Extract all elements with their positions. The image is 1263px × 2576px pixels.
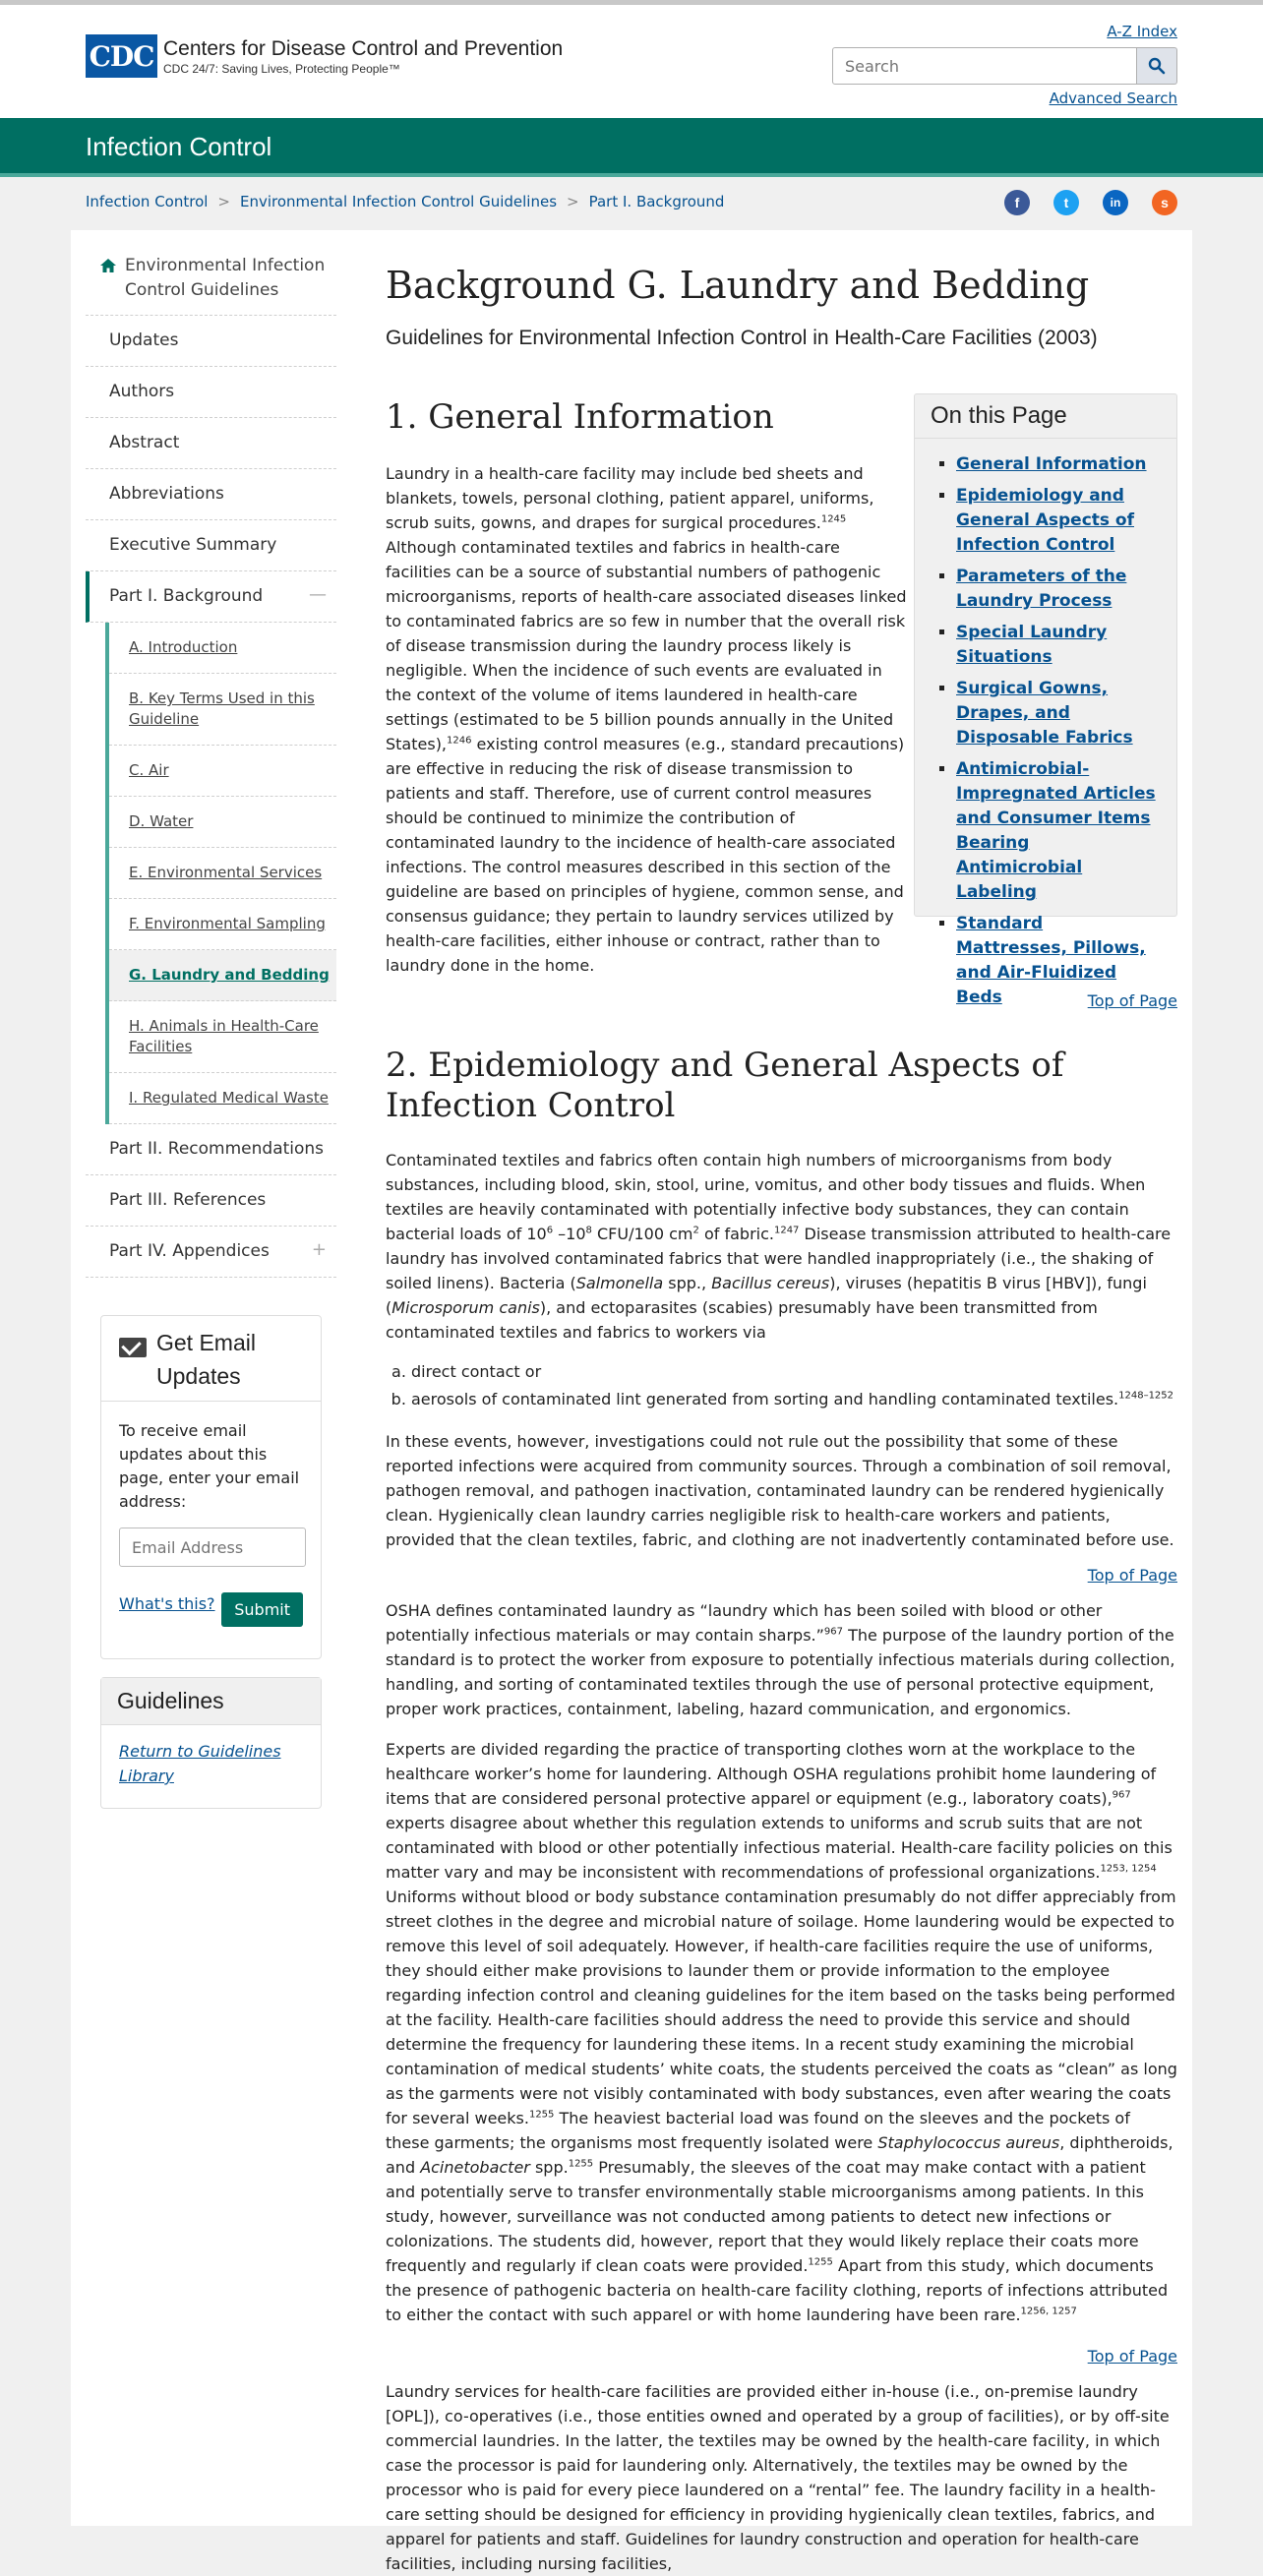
top-of-page-link[interactable]: Top of Page: [1087, 1566, 1177, 1585]
sidebar-subitem[interactable]: H. Animals in Health-Care Facilities: [109, 1001, 336, 1073]
sidebar-item-abbreviations[interactable]: Abbreviations: [86, 469, 336, 520]
twitter-icon[interactable]: t: [1053, 190, 1079, 215]
sidebar-subitem[interactable]: B. Key Terms Used in this Guideline: [109, 674, 336, 746]
section-heading: 2. Epidemiology and General Aspects of Infection Control: [386, 1046, 1064, 1125]
search-icon: [1148, 57, 1166, 75]
envelope-icon: [119, 1338, 147, 1357]
list-item: a. direct contact or: [411, 1358, 1177, 1386]
list-item: [956, 452, 1159, 477]
list-item: b. aerosols of contaminated lint generated from sorting and handling contaminated textiles.$^{1248-1252}$: [411, 1386, 1177, 1413]
sidebar-item-abstract[interactable]: Abstract: [86, 418, 336, 469]
sidebar-subitem[interactable]: E. Environmental Services: [109, 848, 336, 899]
email-card-body: To receive email updates about this page, enter your email address:: [119, 1421, 300, 1511]
sidebar-item-part-iv[interactable]: [86, 1227, 336, 1278]
email-card-title: Get Email Updates: [156, 1330, 256, 1389]
sidebar-item-updates[interactable]: Updates: [86, 316, 336, 367]
list-item: [956, 565, 1159, 614]
section-paragraph: Experts are divided regarding the practice of transporting clothes worn at the workplace to the healthcare worker’s home for laundering. Although OSHA regulations prohibit home laundering of items that are considered personal protective apparel or equipment (e.g., laboratory coats),$^{967}$ experts disagree about whether this regulation extends to uniforms and scrub suits that are not contaminated with blood or other potentially infectious material. Health-care facility policies on this matter vary and may be inconsistent with recommendations of professional organizations.$^{1253, 1254}$ Uniforms without blood or body substance contamination presumably do not differ appreciably from street clothes in the degree and microbial nature of soilage. Home laundering would be expected to remove this level of soil adequately. However, if health-care facilities require the use of uniforms, they should either make provisions to launder them or provide information to the employee regarding infection control and cleaning guidelines for the item based on the tasks being performed at the facility. Health-care facilities should address the need to provide this service and should determine the frequency for laundering these items. In a recent study examining the microbial contamination of medical students’ white coats, the students perceived the coats as “clean” as long as the garments were not visibly contaminated with body substances, even after wearing the coats for several weeks.$^{1255}$ The heaviest bacterial load was found on the sleeves and the pockets of these garments; the organisms most frequently isolated were Staphylococcus aureus, diphtheroids, and Acinetobacter spp.$^{1255}$ Presumably, the sleeves of the coat may make contact with a patient and potentially serve to transfer environmentally stable microorganisms among patients. In this study, however, surveillance was not conducted among patients to detect new infections or colonizations. The students did, however, report that they would likely replace their coats more frequently and regularly if clean coats were provided.$^{1255}$ Apart from this study, which documents the presence of pathogenic bacteria on health-care facility clothing, reports of infections attributed to either the contact with such apparel or with home laundering have been rare.$^{1256, 1257}$: [386, 1740, 1177, 2324]
banner-title[interactable]: Infection Control: [86, 132, 272, 161]
syndicate-icon[interactable]: s: [1152, 190, 1177, 215]
email-field[interactable]: [119, 1528, 306, 1567]
breadcrumb-item[interactable]: Infection Control: [86, 193, 209, 210]
sidebar-item-label: Part I. Background: [109, 586, 264, 606]
search-form: [832, 47, 1177, 85]
section-paragraph: Laundry in a health-care facility may include bed sheets and blankets, towels, personal clothing, patient apparel, uniforms, scrub suits, gowns, and drapes for surgical procedures.$^{1245}$ Although contaminated textiles and fabrics in health-care facilities can be a source of substantial numbers of pathogenic microorganisms, reports of health-care associated diseases linked to contaminated fabrics are so few in number that the overall risk of disease transmission during the laundry process likely is negligible. When the incidence of such events are evaluated in the context of the volume of items laundered in health-care settings (estimated to be 5 billion pounds annually in the United States),$^{1246}$ existing control measures (e.g., standard precautions) are effective in reducing the risk of disease transmission to patients and staff. Therefore, use of current control measures should be continued to minimize the contribution of contaminated laundry to the incidence of health-care associated infections. The control measures described in this section of the guideline are based on principles of hygiene, common sense, and consensus guidance; they pertain to laundry services utilized by health-care facilities, either inhouse or contract, rather than to laundry done in the home.: [386, 464, 907, 975]
on-this-page-link[interactable]: Standard Mattresses, Pillows, and Air-Fluidized Beds: [956, 914, 1146, 1007]
main-content: [386, 256, 1177, 2576]
guidelines-card-title: Guidelines: [101, 1678, 321, 1725]
return-to-library-link[interactable]: Return to Guidelines Library: [119, 1742, 281, 1785]
section-paragraph: In these events, however, investigations could not rule out the possibility that some of these reported infections were acquired from community sources. Through a combination of soil removal, pathogen removal, and pathogen inactivation, contaminated laundry can be rendered hygienically clean. Hygienically clean laundry carries negligible risk to health-care workers and patients, provided that the clean textiles, fabric, and clothing are not inadvertently contaminated before use.: [386, 1432, 1174, 1549]
home-icon: [99, 258, 117, 273]
top-of-page-link[interactable]: Top of Page: [1087, 991, 1177, 1010]
site-banner: [0, 118, 1263, 177]
masthead: [0, 5, 1263, 118]
submit-button[interactable]: Submit: [221, 1592, 303, 1627]
search-input[interactable]: [832, 47, 1137, 85]
sidebar-subnav: [105, 623, 336, 1124]
breadcrumb-separator: >: [567, 193, 579, 210]
on-this-page-title: On this Page: [915, 394, 1176, 439]
breadcrumb-item[interactable]: Environmental Infection Control Guidelines: [240, 193, 558, 210]
facebook-icon[interactable]: f: [1004, 190, 1030, 215]
sidebar-item-executive-summary[interactable]: Executive Summary: [86, 520, 336, 571]
transmission-list: [409, 1358, 1177, 1413]
sidebar-subitem[interactable]: D. Water: [109, 797, 336, 848]
on-this-page-link[interactable]: Special Laundry Situations: [956, 623, 1108, 667]
sidebar-subitem[interactable]: A. Introduction: [109, 623, 336, 674]
sidebar-subitem[interactable]: I. Regulated Medical Waste: [109, 1073, 336, 1124]
expand-icon[interactable]: +: [311, 1239, 327, 1260]
sidebar-item-label: Part IV. Appendices: [109, 1241, 270, 1261]
list-item: [956, 757, 1159, 905]
on-this-page-link[interactable]: Parameters of the Laundry Process: [956, 567, 1127, 611]
section-paragraph: OSHA defines contaminated laundry as “laundry which has been soiled with blood or other potentially infectious materials or may contain sharps.”$^{967}$ The purpose of the laundry portion of the standard is to protect the worker from exposure to potentially infectious materials during collection, handling, and sorting of contaminated textiles through the use of personal protective equipment, proper work practices, containment, labeling, hazard communication, and ergonomics.: [386, 1601, 1175, 1718]
page-title: Background G. Laundry and Bedding: [386, 264, 1090, 307]
az-index-link[interactable]: A-Z Index: [1107, 23, 1177, 40]
linkedin-icon[interactable]: in: [1103, 190, 1128, 215]
section-paragraph: Laundry services for health-care facilities are provided either in-house (i.e., on-premise laundry [OPL]), co-operatives (i.e., those entities owned and operated by a group of facilities), or by off-site commercial laundries. In the latter, the textiles may be owned by the health-care facility, in which case the processor is paid for laundering only. Alternatively, the textiles may be owned by the processor who is paid for every piece laundered on a “rental” fee. The laundry facility in a health-care setting should be designed for efficiency in providing hygienically clean textiles, fabrics, and apparel for patients and staff. Guidelines for laundry construction and operation for health-care facilities, including nursing facilities,: [386, 2382, 1170, 2573]
advanced-search-link[interactable]: Advanced Search: [1049, 90, 1177, 107]
guidelines-card: [100, 1677, 322, 1809]
collapse-icon[interactable]: —: [309, 584, 327, 605]
on-this-page-link[interactable]: Surgical Gowns, Drapes, and Disposable Fabrics: [956, 679, 1133, 748]
list-item: [956, 677, 1159, 750]
sidebar-subitem-current[interactable]: G. Laundry and Bedding: [109, 950, 336, 1001]
list-item: [956, 621, 1159, 670]
logo-tagline: CDC 24/7: Saving Lives, Protecting People™: [163, 62, 400, 76]
email-updates-card: [100, 1315, 322, 1659]
logo-mark: CDC: [86, 34, 157, 78]
breadcrumb-item[interactable]: Part I. Background: [588, 193, 725, 210]
sidebar-subitem[interactable]: F. Environmental Sampling: [109, 899, 336, 950]
cdc-logo[interactable]: [86, 34, 563, 78]
breadcrumb-separator: >: [217, 193, 230, 210]
social-links: [1004, 190, 1177, 215]
sidebar-item-authors[interactable]: Authors: [86, 367, 336, 418]
sidebar-item-part-i[interactable]: [86, 571, 336, 623]
logo-title: Centers for Disease Control and Prevention: [163, 37, 564, 60]
sidebar-item-part-ii[interactable]: Part II. Recommendations: [86, 1124, 336, 1175]
section-heading: 1. General Information: [386, 397, 774, 437]
on-this-page-link[interactable]: Antimicrobial-Impregnated Articles and Consumer Items Bearing Antimicrobial Labeling: [956, 759, 1156, 902]
left-navigation: [86, 244, 336, 1278]
sidebar-item-part-iii[interactable]: Part III. References: [86, 1175, 336, 1227]
sidebar-home[interactable]: [86, 244, 336, 316]
top-of-page-link[interactable]: Top of Page: [1087, 2347, 1177, 2366]
page-subtitle: Guidelines for Environmental Infection Control in Health-Care Facilities (2003): [386, 327, 1098, 349]
whats-this-link[interactable]: What's this?: [119, 1594, 215, 1613]
sidebar-home-label: Environmental Infection Control Guidelines: [125, 256, 326, 300]
list-item: [956, 484, 1159, 558]
on-this-page-link[interactable]: Epidemiology and General Aspects of Infection Control: [956, 486, 1135, 555]
search-button[interactable]: [1137, 47, 1177, 85]
list-item: [956, 912, 1159, 1010]
sidebar-subitem[interactable]: C. Air: [109, 746, 336, 797]
section-paragraph: Contaminated textiles and fabrics often contain high numbers of microorganisms from body substances, including blood, skin, stool, urine, vomitus, and other body tissues and fluids. When textiles are heavily contaminated with potentially infective body substances, they can contain bacterial loads of $10^6$ $-10^8$ CFU/100 $cm^2$ of fabric.$^{1247}$ Disease transmission attributed to health-care laundry has involved contaminated fabrics that were handled inappropriately (i.e., the shaking of soiled linens). Bacteria (Salmonella spp., Bacillus cereus), viruses (hepatitis B virus [HBV]), fungi (Microsporum canis), and ectoparasites (scabies) presumably have been transmitted from contaminated textiles and fabrics to workers via: [386, 1151, 1172, 1342]
on-this-page-link[interactable]: General Information: [956, 454, 1147, 474]
breadcrumb: [86, 193, 724, 210]
